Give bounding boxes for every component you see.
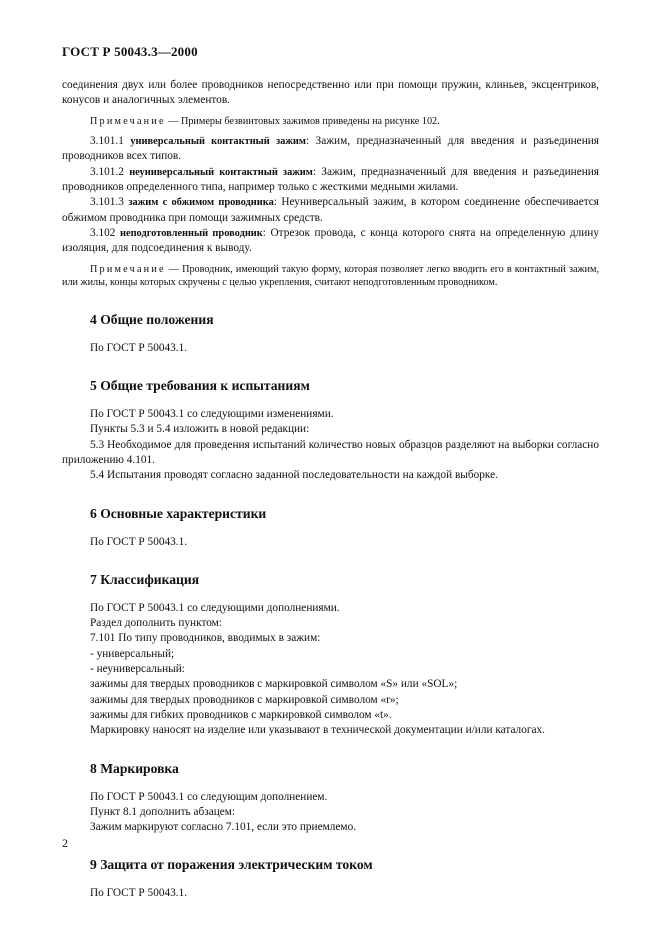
section-5-line: По ГОСТ Р 50043.1 со следующими изменениями. xyxy=(90,408,334,421)
section-6-title: 6 Основные характеристики xyxy=(90,505,267,521)
section-7-line: Маркировку наносят на изделие или указывают в технической документации и/или каталогах. xyxy=(90,724,545,737)
section-4-title: 4 Общие положения xyxy=(90,311,214,327)
definition-number: 3.101.2 xyxy=(90,165,124,178)
definition-number: 3.102 xyxy=(90,226,116,239)
definition-term: зажим с обжимом проводника xyxy=(128,197,274,209)
note-2 xyxy=(62,263,599,290)
section-5-line: 5.3 Необходимое для проведения испытаний количество новых образцов разделяют на выборки согласно приложению 4.101. xyxy=(62,438,599,466)
definition-term: универсальный контактный зажим xyxy=(130,136,306,148)
definition-text: : Зажим, предназначенный для введения и разъединения проводников всех типов. xyxy=(62,135,599,163)
section-5 xyxy=(62,377,599,483)
definition-term: неподготовленный проводник xyxy=(119,227,263,239)
page-number: 2 xyxy=(62,836,68,850)
section-8-title: 8 Маркировка xyxy=(90,760,179,776)
section-7-line: зажимы для гибких проводников с маркировкой символом «t». xyxy=(90,708,392,721)
section-7-line: Раздел дополнить пунктом: xyxy=(90,617,222,630)
section-7 xyxy=(62,571,599,739)
definition-number: 3.101.1 xyxy=(90,135,124,148)
section-9-title: 9 Защита от поражения электрическим током xyxy=(90,857,373,873)
definition-3-101-3 xyxy=(62,195,599,226)
definition-3-101-2 xyxy=(62,165,599,196)
definition-3-101-1 xyxy=(62,134,599,165)
section-5-line: Пункты 5.3 и 5.4 изложить в новой редакции: xyxy=(90,423,310,436)
section-4-body: По ГОСТ Р 50043.1. xyxy=(90,341,188,354)
section-9-body: По ГОСТ Р 50043.1. xyxy=(90,887,188,900)
note-1-head: Примечание xyxy=(90,115,166,127)
list-item: - универсальный; xyxy=(90,647,175,660)
definition-number: 3.101.3 xyxy=(90,196,124,209)
definition-text: : Отрезок провода, с конца которого снята на определенную длину изоляция, для подсоединения к выводу. xyxy=(62,226,599,255)
section-8 xyxy=(62,760,599,836)
section-6 xyxy=(62,505,599,550)
section-7-line: зажимы для твердых проводников с маркировкой символом «r»; xyxy=(90,693,399,706)
section-6-body: По ГОСТ Р 50043.1. xyxy=(90,535,188,548)
section-9 xyxy=(62,856,599,901)
section-7-line: По ГОСТ Р 50043.1 со следующими дополнениями. xyxy=(90,601,340,614)
section-7-line: 7.101 По типу проводников, вводимых в зажим: xyxy=(90,632,321,645)
section-5-title: 5 Общие требования к испытаниям xyxy=(90,378,310,394)
section-8-line: По ГОСТ Р 50043.1 со следующим дополнением. xyxy=(90,790,328,803)
note-1 xyxy=(62,115,599,129)
definition-text: : Неуниверсальный зажим, в котором соединение обеспечивается обжимом проводника при помощи зажимных средств. xyxy=(62,196,599,224)
continued-paragraph: соединения двух или более проводников непосредственно или при помощи пружин, клиньев, эксцентриков, конусов и аналогичных элементов. xyxy=(62,79,599,107)
section-5-line: 5.4 Испытания проводят согласно заданной последовательности на каждой выборке. xyxy=(90,469,498,482)
section-7-line: зажимы для твердых проводников с маркировкой символом «S» или «SOL»; xyxy=(90,678,458,691)
section-7-title: 7 Классификация xyxy=(90,571,200,587)
section-8-line: Пункт 8.1 дополнить абзацем: xyxy=(90,805,236,818)
definition-text: : Зажим, предназначенный для введения и разъединения проводников определенного типа, например только с жесткими медными жилами. xyxy=(62,165,599,194)
page-header: ГОСТ Р 50043.3—2000 xyxy=(62,44,198,59)
definition-3-102 xyxy=(62,226,599,257)
note-2-head: Примечание xyxy=(90,263,166,275)
definition-term: неуниверсальный контактный зажим xyxy=(129,166,313,178)
section-8-line: Зажим маркируют согласно 7.101, если это приемлемо. xyxy=(90,821,357,834)
note-2-text: — Проводник, имеющий такую форму, которая позволяет легко вводить его в контактный зажим, или жилы, концы которых скручены с целью укрепления, считают неподготовленным проводником. xyxy=(62,263,599,289)
section-4 xyxy=(62,311,599,356)
list-item: - неуниверсальный: xyxy=(90,663,185,676)
page-content xyxy=(62,78,599,902)
note-1-text: — Примеры безвинтовых зажимов приведены на рисунке 102. xyxy=(165,115,440,127)
